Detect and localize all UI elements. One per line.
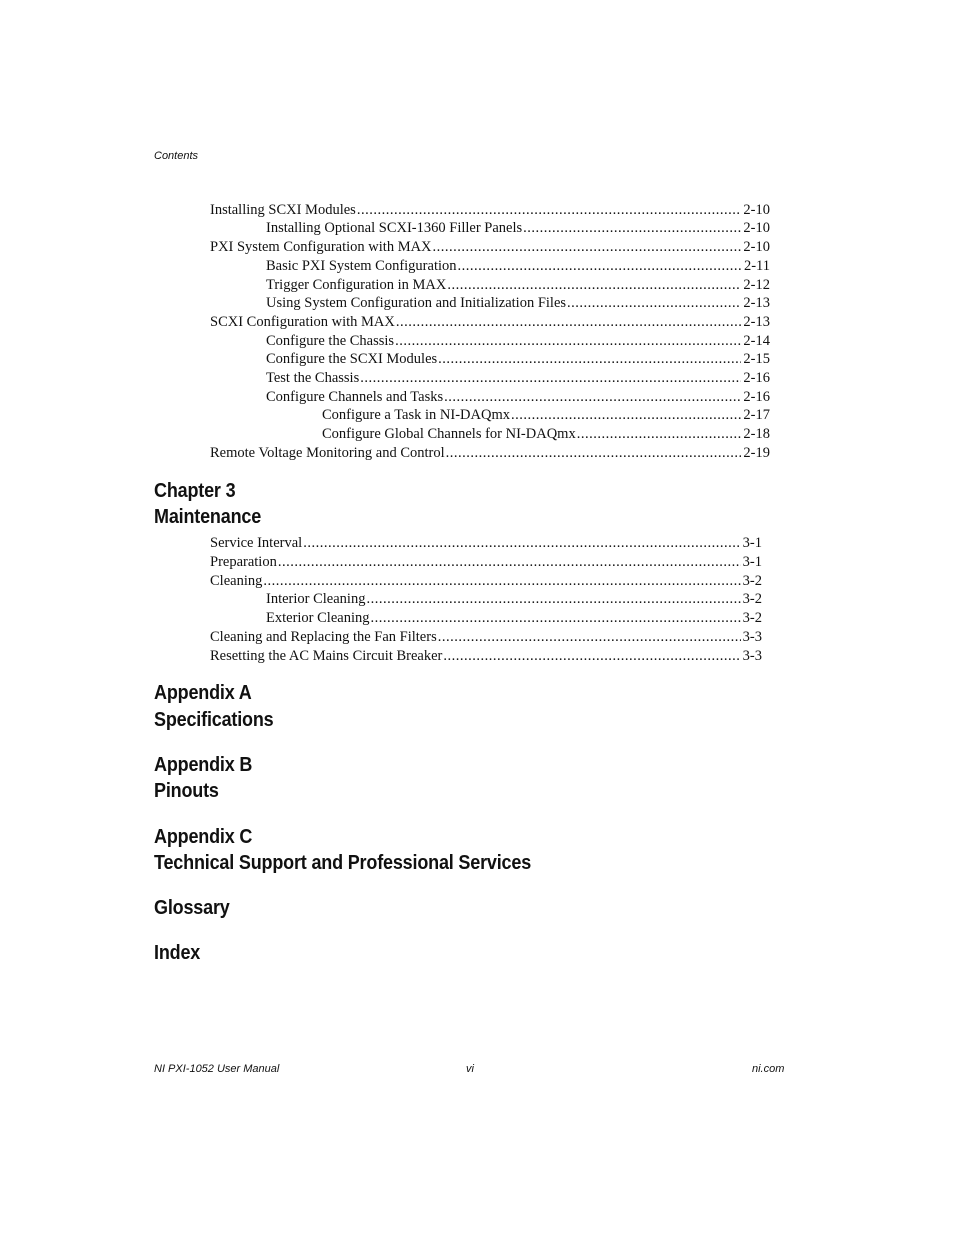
dot-leader [577,425,742,443]
appendix-c-title[interactable]: Technical Support and Professional Services [154,852,532,874]
dot-leader [438,350,741,368]
toc-entry-label: Preparation [210,554,277,570]
toc-page-number: 2-12 [743,277,770,293]
toc-entry-label: Cleaning [210,573,263,589]
footer-manual-title: NI PXI-1052 User Manual [154,1063,280,1075]
toc-page-number: 2-15 [743,351,770,367]
toc-entry-label: Test the Chassis [266,370,360,386]
toc-page-number: 2-10 [743,239,770,255]
dot-leader [360,369,741,387]
toc-entry[interactable] [210,628,762,646]
toc-page-number: 2-19 [743,445,770,461]
appendix-b-title[interactable]: Pinouts [154,780,219,802]
toc-entry[interactable] [210,444,770,462]
toc-entry[interactable] [210,647,762,665]
toc-entry[interactable] [210,238,770,256]
dot-leader [447,276,741,294]
dot-leader [303,534,740,552]
toc-entry[interactable] [266,388,770,406]
toc-entry[interactable] [266,257,770,275]
toc-entry[interactable] [210,553,762,571]
toc-entry[interactable] [210,313,770,331]
toc-entry-label: PXI System Configuration with MAX [210,239,432,255]
toc-entry[interactable] [266,219,770,237]
toc-entry[interactable] [322,406,770,424]
toc-entry[interactable] [266,294,770,312]
toc-page-number: 2-14 [743,333,770,349]
dot-leader [443,647,740,665]
toc-entry[interactable] [322,425,770,443]
appendix-a-title[interactable]: Specifications [154,709,274,731]
toc-page-number: 2-10 [743,202,770,218]
toc-entry-label: Service Interval [210,535,303,551]
dot-leader [366,590,740,608]
toc-entry[interactable] [266,276,770,294]
toc-entry-label: Using System Configuration and Initialization Files [266,295,567,311]
footer-website[interactable]: ni.com [752,1063,785,1075]
toc-page-number: 2-16 [743,370,770,386]
toc-page-number: 2-16 [743,389,770,405]
toc-page-number: 2-10 [743,220,770,236]
dot-leader [278,553,741,571]
dot-leader [396,313,742,331]
toc-entry-label: Configure Global Channels for NI-DAQmx [322,426,576,442]
dot-leader [395,332,741,350]
toc-entry[interactable] [266,332,770,350]
toc-entry[interactable] [210,572,762,590]
toc-entry[interactable] [266,350,770,368]
toc-page-number: 2-13 [743,314,770,330]
footer-page-number: vi [466,1063,474,1075]
toc-entry-label: Exterior Cleaning [266,610,370,626]
toc-page-number: 2-18 [743,426,770,442]
toc-page-number: 3-2 [742,573,762,589]
toc-page-number: 3-1 [742,554,762,570]
toc-entry-label: Basic PXI System Configuration [266,258,457,274]
toc-entry-label: Configure a Task in NI-DAQmx [322,407,510,423]
chapter-heading-number[interactable]: Chapter 3 [154,480,236,502]
toc-entry[interactable] [266,590,762,608]
toc-page-number: 2-13 [743,295,770,311]
toc-entry-label: Configure the Chassis [266,333,395,349]
dot-leader [511,406,741,424]
toc-entry[interactable] [266,369,770,387]
chapter-heading-title[interactable]: Maintenance [154,506,262,528]
appendix-b-heading[interactable]: Appendix B [154,754,253,776]
dot-leader [444,388,741,406]
toc-entry-label: Installing Optional SCXI-1360 Filler Panels [266,220,523,236]
dot-leader [567,294,741,312]
toc-entry[interactable] [266,609,762,627]
index-heading[interactable]: Index [154,942,201,964]
toc-page-number: 3-3 [742,648,762,664]
dot-leader [370,609,740,627]
toc-entry-label: Configure the SCXI Modules [266,351,438,367]
toc-page-number: 2-11 [743,258,770,274]
toc-entry[interactable] [210,201,770,219]
toc-entry-label: Cleaning and Replacing the Fan Filters [210,629,437,645]
toc-entry-label: SCXI Configuration with MAX [210,314,395,330]
dot-leader [523,219,741,237]
toc-page-number: 3-2 [742,610,762,626]
toc-page-number: 3-1 [742,535,762,551]
running-head: Contents [154,150,199,162]
dot-leader [263,572,740,590]
appendix-a-heading[interactable]: Appendix A [154,682,252,704]
toc-entry-label: Remote Voltage Monitoring and Control [210,445,445,461]
dot-leader [458,257,742,275]
toc-page-number: 3-2 [742,591,762,607]
toc-page-number: 2-17 [743,407,770,423]
dot-leader [433,238,742,256]
dot-leader [357,201,742,219]
toc-entry-label: Resetting the AC Mains Circuit Breaker [210,648,443,664]
glossary-heading[interactable]: Glossary [154,897,230,919]
toc-entry-label: Configure Channels and Tasks [266,389,444,405]
dot-leader [446,444,742,462]
toc-entry-label: Installing SCXI Modules [210,202,356,218]
toc-entry-label: Trigger Configuration in MAX [266,277,447,293]
toc-entry[interactable] [210,534,762,552]
toc-entry-label: Interior Cleaning [266,591,366,607]
toc-page-number: 3-3 [742,629,762,645]
appendix-c-heading[interactable]: Appendix C [154,826,253,848]
dot-leader [438,628,741,646]
